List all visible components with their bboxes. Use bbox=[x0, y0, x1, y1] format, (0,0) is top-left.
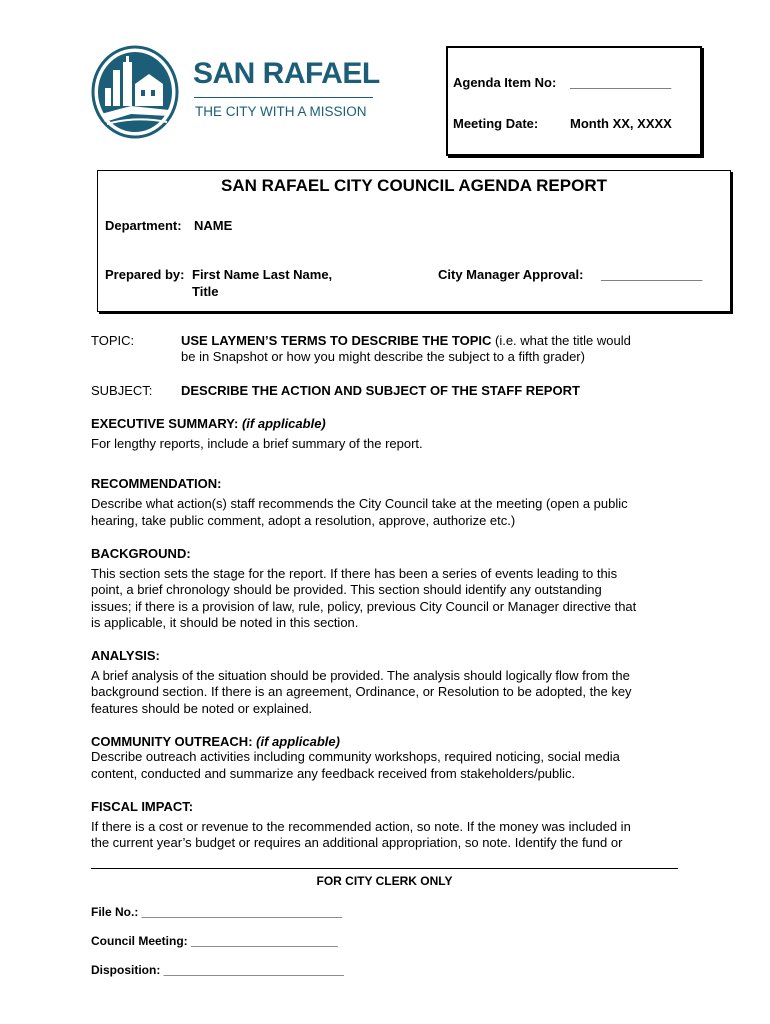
fiscal-impact-line-2: the current year’s budget or requires an additional appropriation, so note. Identify the fund or bbox=[91, 835, 623, 850]
department-value: NAME bbox=[194, 218, 233, 233]
report-title: SAN RAFAEL CITY COUNCIL AGENDA REPORT bbox=[221, 176, 607, 195]
agenda-item-label: Agenda Item No: bbox=[453, 75, 557, 90]
fiscal-impact-heading: FISCAL IMPACT: bbox=[91, 799, 194, 814]
recommendation-line-2: hearing, take public comment, adopt a resolution, approve, authorize etc.) bbox=[91, 513, 516, 528]
agenda-item-value: ______________ bbox=[570, 75, 672, 90]
analysis-heading: ANALYSIS: bbox=[91, 648, 160, 663]
agenda-info-box bbox=[446, 46, 702, 156]
community-outreach-heading bbox=[91, 734, 340, 749]
recommendation-heading: RECOMMENDATION: bbox=[91, 476, 222, 491]
community-outreach-line-1: Describe outreach activities including community workshops, required noticing, social media bbox=[91, 749, 620, 764]
executive-summary-title: EXECUTIVE SUMMARY: bbox=[91, 416, 239, 431]
clerk-section-title: FOR CITY CLERK ONLY bbox=[316, 874, 453, 888]
file-number-label: File No.: bbox=[91, 905, 139, 919]
file-number-field bbox=[91, 905, 342, 919]
meeting-date-label: Meeting Date: bbox=[453, 116, 539, 131]
topic-bold-text: USE LAYMEN’S TERMS TO DESCRIBE THE TOPIC bbox=[181, 333, 492, 348]
clerk-divider bbox=[91, 868, 678, 869]
city-seal-logo bbox=[91, 44, 179, 140]
council-meeting-field bbox=[91, 934, 338, 948]
topic-line-2: be in Snapshot or how you might describe the subject to a fifth grader) bbox=[181, 349, 585, 364]
fiscal-impact-line-1: If there is a cost or revenue to the recommended action, so note. If the money was included in bbox=[91, 819, 631, 834]
analysis-line-1: A brief analysis of the situation should be provided. The analysis should logically flow from the bbox=[91, 668, 630, 683]
logo-city-name: SAN RAFAEL bbox=[193, 57, 380, 90]
executive-summary-heading bbox=[91, 416, 326, 431]
executive-summary-line-1: For lengthy reports, include a brief summary of the report. bbox=[91, 436, 423, 451]
analysis-line-2: background section. If there is an agreement, Ordinance, or Resolution to be adopted, the key bbox=[91, 684, 632, 699]
community-outreach-title: COMMUNITY OUTREACH: bbox=[91, 734, 253, 749]
disposition-value: ___________________________ bbox=[163, 963, 344, 977]
community-outreach-line-2: content, conducted and summarize any feedback received from stakeholders/public. bbox=[91, 766, 576, 781]
background-line-3: issues; if there is a provision of law, rule, policy, previous City Council or Manager directive that bbox=[91, 599, 637, 614]
file-number-value: ______________________________ bbox=[141, 905, 342, 919]
background-line-4: is applicable, it should be noted in this section. bbox=[91, 615, 359, 630]
logo-tagline: THE CITY WITH A MISSION bbox=[195, 104, 367, 119]
executive-summary-note: (if applicable) bbox=[241, 416, 326, 431]
topic-label: TOPIC: bbox=[91, 333, 135, 348]
disposition-label: Disposition: bbox=[91, 963, 161, 977]
disposition-field bbox=[91, 963, 344, 977]
topic-line-1-rest: (i.e. what the title would bbox=[491, 333, 631, 348]
topic-line-1 bbox=[181, 333, 631, 350]
prepared-by-title: Title bbox=[192, 284, 219, 299]
council-meeting-value: ______________________ bbox=[191, 934, 338, 948]
department-label: Department: bbox=[105, 218, 182, 233]
logo-divider bbox=[194, 97, 373, 98]
city-manager-approval-label: City Manager Approval: bbox=[438, 267, 584, 282]
subject-text: DESCRIBE THE ACTION AND SUBJECT OF THE STAFF REPORT bbox=[181, 383, 580, 398]
city-manager-approval-value: ______________ bbox=[601, 267, 703, 282]
background-line-1: This section sets the stage for the report. If there has been a series of events leading to this bbox=[91, 566, 618, 581]
recommendation-line-1: Describe what action(s) staff recommends the City Council take at the meeting (open a public bbox=[91, 496, 628, 511]
community-outreach-note: (if applicable) bbox=[256, 734, 340, 749]
background-line-2: point, a brief chronology should be provided. This section should identify any outstanding bbox=[91, 582, 602, 597]
background-heading: BACKGROUND: bbox=[91, 546, 191, 561]
prepared-by-label: Prepared by: bbox=[105, 267, 185, 282]
meeting-date-value: Month XX, XXXX bbox=[570, 116, 672, 131]
analysis-line-3: features should be noted or explained. bbox=[91, 701, 313, 716]
council-meeting-label: Council Meeting: bbox=[91, 934, 188, 948]
prepared-by-name: First Name Last Name, bbox=[192, 267, 333, 282]
subject-label: SUBJECT: bbox=[91, 383, 153, 398]
